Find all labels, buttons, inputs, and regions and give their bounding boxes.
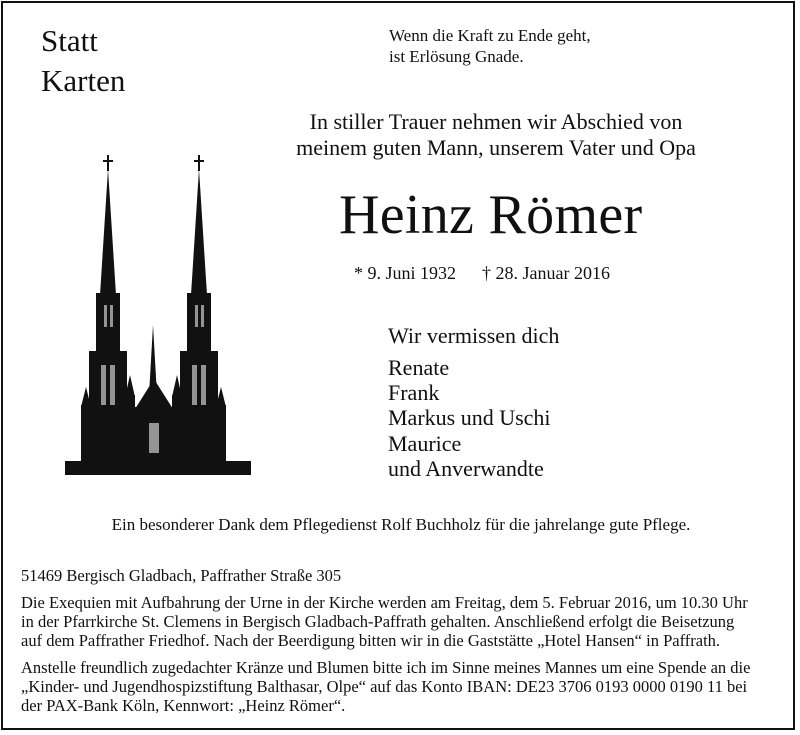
deceased-name: Heinz Römer <box>339 184 643 246</box>
funeral-line-1: Die Exequien mit Aufbahrung der Urne in der Kirche werden am Freitag, dem 5. Februar 2016, um 10.30 Uhr <box>21 593 748 612</box>
statt-line: Statt <box>41 23 98 58</box>
intro-line-1: In stiller Trauer nehmen wir Abschied von <box>309 109 683 134</box>
funeral-info <box>21 593 748 650</box>
donation-line-1: Anstelle freundlich zugedachter Kränze und Blumen bitte ich im Sinne meines Mannes um eine Spende an die <box>21 658 751 677</box>
funeral-line-2: in der Pfarrkirche St. Clemens in Bergisch Gladbach-Paffrath gehalten. Anschließend erfolgt die Beisetzung <box>21 612 735 631</box>
list-item: und Anverwandte <box>388 455 544 481</box>
birth-date: * 9. Juni 1932 <box>354 263 457 283</box>
donation-line-3: der PAX-Bank Köln, Kennwort: „Heinz Römer“. <box>21 696 346 715</box>
funeral-line-3: auf dem Paffrather Friedhof. Nach der Beerdigung bitten wir in die Gaststätte „Hotel Hansen“ in Paffrath. <box>21 631 721 650</box>
list-item: Frank <box>388 380 440 406</box>
intro-text <box>3 109 799 161</box>
mourners-heading: Wir vermissen dich <box>388 323 560 348</box>
motto-line-2: ist Erlösung Gnade. <box>389 47 524 66</box>
thanks-note: Ein besonderer Dank dem Pflegedienst Rolf Buchholz für die jahrelange gute Pflege. <box>111 515 691 534</box>
list-item: Markus und Uschi <box>388 405 551 431</box>
obituary-card <box>1 1 795 730</box>
life-dates <box>354 262 610 284</box>
donation-line-2: „Kinder- und Jugendhospizstiftung Balthasar, Olpe“ auf das Konto IBAN: DE23 3706 0193 0000 0190 11 bei <box>21 677 748 696</box>
karten-line: Karten <box>41 63 126 98</box>
donation-info <box>21 658 750 715</box>
motto-line-1: Wenn die Kraft zu Ende geht, <box>389 26 591 45</box>
list-item: Renate <box>388 355 450 380</box>
motto-quote <box>389 25 591 67</box>
death-date: † 28. Januar 2016 <box>482 263 610 283</box>
mourners-list <box>388 355 551 481</box>
cologne-cathedral-icon <box>63 155 253 475</box>
intro-line-2: meinem guten Mann, unserem Vater und Opa <box>296 135 696 160</box>
statt-karten-heading <box>41 21 125 101</box>
list-item: Maurice <box>388 430 462 456</box>
address-line: 51469 Bergisch Gladbach, Paffrather Straße 305 <box>21 566 342 585</box>
